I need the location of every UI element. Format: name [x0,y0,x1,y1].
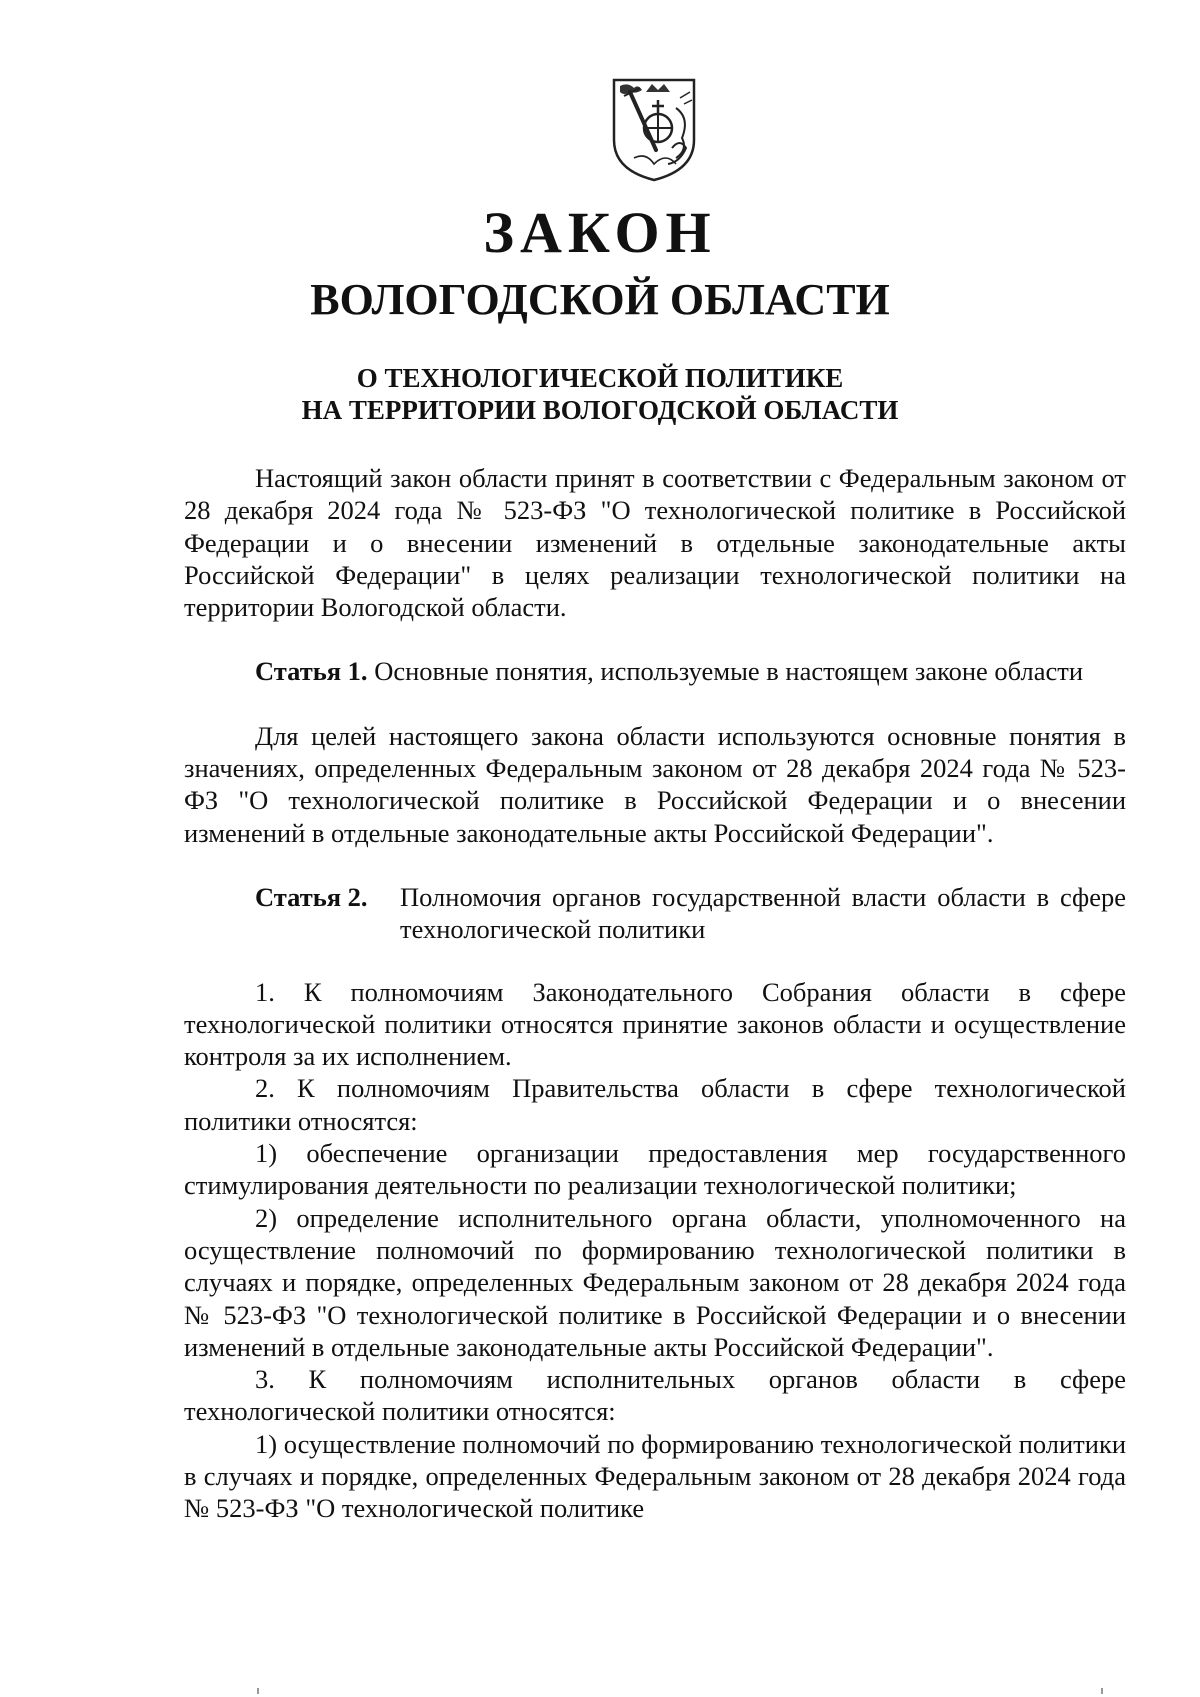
article-2-item-2-2: 2) определение исполнительного органа области, уполномоченного на осуществление полномочий по формированию технологической политики в случаях и порядке, определенных Федеральным законом от 28 декабря 2024 года № 523-ФЗ "О технологической политике в Российской Федерации и о внесении изменений в отдельные законодательные акты Российской Федерации". [184,1202,1126,1362]
scan-artifact-dot [257,1688,259,1694]
subject-line-2: НА ТЕРРИТОРИИ ВОЛОГОДСКОЙ ОБЛАСТИ [301,395,899,425]
article-2-label: Статья 2. [255,881,368,912]
scan-artifact-dot [1101,1688,1103,1694]
article-1-title: Основные понятия, используемые в настоящем законе области [374,656,1084,687]
document-body [184,462,1126,1525]
document-title: ЗАКОН [483,200,717,265]
law-subject [0,362,1200,426]
document-subtitle: ВОЛОГОДСКОЙ ОБЛАСТИ [310,275,890,324]
article-1-label: Статья 1. [255,656,368,687]
preamble-paragraph: Настоящий закон области принят в соответствии с Федеральным законом от 28 декабря 2024 года № 523-ФЗ "О технологической политике в Российской Федерации и о внесении изменений в отдельные законодательные акты Российской Федерации" в целях реализации технологической политики на территории Вологодской области. [184,463,1126,623]
article-1-text: Для целей настоящего закона области используются основные понятия в значениях, определенных Федеральным законом от 28 декабря 2024 года № 523-ФЗ "О технологической политике в Российской Федерации и о внесении изменений в отдельные законодательные акты Российской Федерации". [184,720,1126,848]
coat-of-arms-icon [610,78,698,182]
subject-line-1: О ТЕХНОЛОГИЧЕСКОЙ ПОЛИТИКЕ [356,363,844,393]
article-2-item-1: 1. К полномочиям Законодательного Собрания области в сфере технологической политики относятся принятие законов области и осуществление контроля за их исполнением. [184,976,1126,1072]
article-2-item-3: 3. К полномочиям исполнительных органов области в сфере технологической политики относятся: [184,1364,1126,1427]
article-1-heading [184,655,1126,687]
article-2-item-3-1: 1) осуществление полномочий по формированию технологической политики в случаях и порядке, определенных Федеральным законом от 28 декабря 2024 года № 523-ФЗ "О технологической политике [184,1428,1126,1524]
article-2-item-2: 2. К полномочиям Правительства области в сфере технологической политики относятся: [184,1073,1126,1136]
article-2-item-2-1: 1) обеспечение организации предоставления мер государственного стимулирования деятельности по реализации технологической политики; [184,1138,1126,1201]
article-2-title: Полномочия органов государственной власти области в сфере технологической политики [400,881,1126,945]
article-2-heading [184,881,1126,946]
